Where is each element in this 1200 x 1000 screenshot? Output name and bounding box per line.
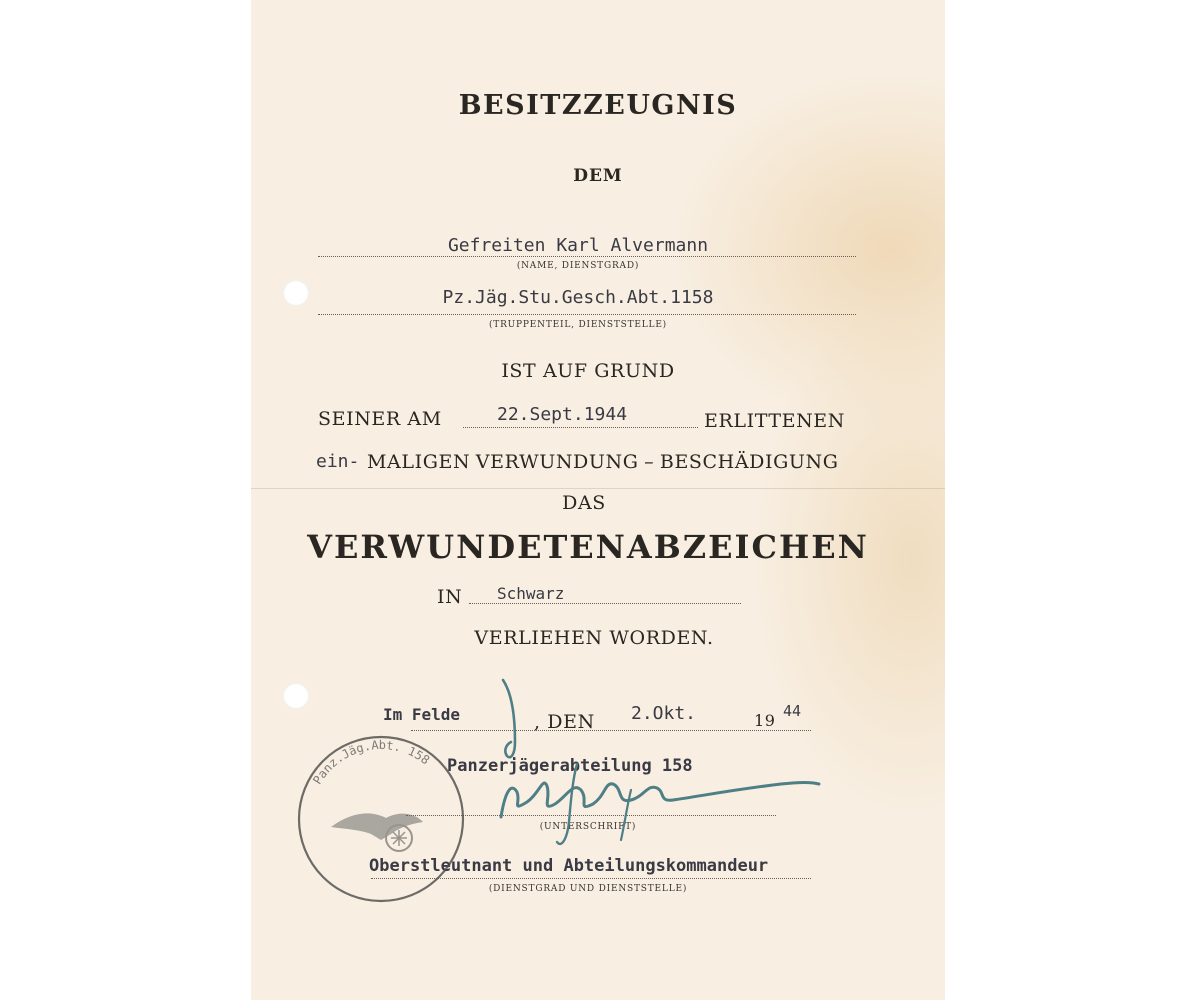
rank-label: (DIENSTGRAD UND DIENSTSTELLE) <box>488 884 688 894</box>
signature-label: (UNTERSCHRIFT) <box>539 822 637 832</box>
unit-label: (TRUPPENTEIL, DIENSTSTELLE) <box>488 320 667 330</box>
place-value: Im Felde <box>383 705 461 724</box>
stamp-text: Panz.Jäg.Abt. 158 <box>310 737 433 787</box>
rank-value: Oberstleutnant und Abteilungskommandeur <box>369 856 769 876</box>
name-value: Gefreiten Karl Alvermann <box>447 235 709 256</box>
verwundung-line: MALIGEN VERWUNDUNG – BESCHÄDIGUNG <box>367 451 839 473</box>
name-dotline <box>318 256 856 257</box>
wound-date: 22.Sept.1944 <box>497 404 628 425</box>
in-label: IN <box>437 586 463 608</box>
issue-date: 2.Okt. <box>631 703 697 724</box>
unit-value: Pz.Jäg.Stu.Gesch.Abt.1158 <box>442 287 714 308</box>
grade-dotline <box>469 603 741 604</box>
times-value: ein- <box>316 451 360 472</box>
date-dotline <box>463 427 698 428</box>
den-label: , DEN <box>534 711 595 733</box>
issuing-unit: Panzerjägerabteilung 158 <box>447 756 693 776</box>
unit-dotline <box>318 314 856 315</box>
verliehen-worden: VERLIEHEN WORDEN. <box>474 627 714 649</box>
punch-hole <box>283 683 309 709</box>
signature <box>481 672 841 852</box>
badge-name: VERWUNDETENABZEICHEN <box>307 528 869 566</box>
document-title: BESITZZEUGNIS <box>458 90 738 121</box>
official-stamp <box>291 732 471 907</box>
year-prefix: 19 <box>754 711 776 730</box>
ist-auf-grund: IST AUF GRUND <box>501 360 675 382</box>
dem-line: DEM <box>573 166 623 186</box>
eagle-emblem <box>331 813 423 851</box>
certificate-paper <box>251 0 945 1000</box>
grade-value: Schwarz <box>497 584 565 603</box>
year-suffix: 44 <box>783 702 802 720</box>
seiner-am: SEINER AM <box>318 408 442 430</box>
fold-line <box>251 488 945 489</box>
erlittenen: ERLITTENEN <box>704 410 845 432</box>
name-label: (NAME, DIENSTGRAD) <box>516 261 640 271</box>
das-line: DAS <box>562 492 606 514</box>
